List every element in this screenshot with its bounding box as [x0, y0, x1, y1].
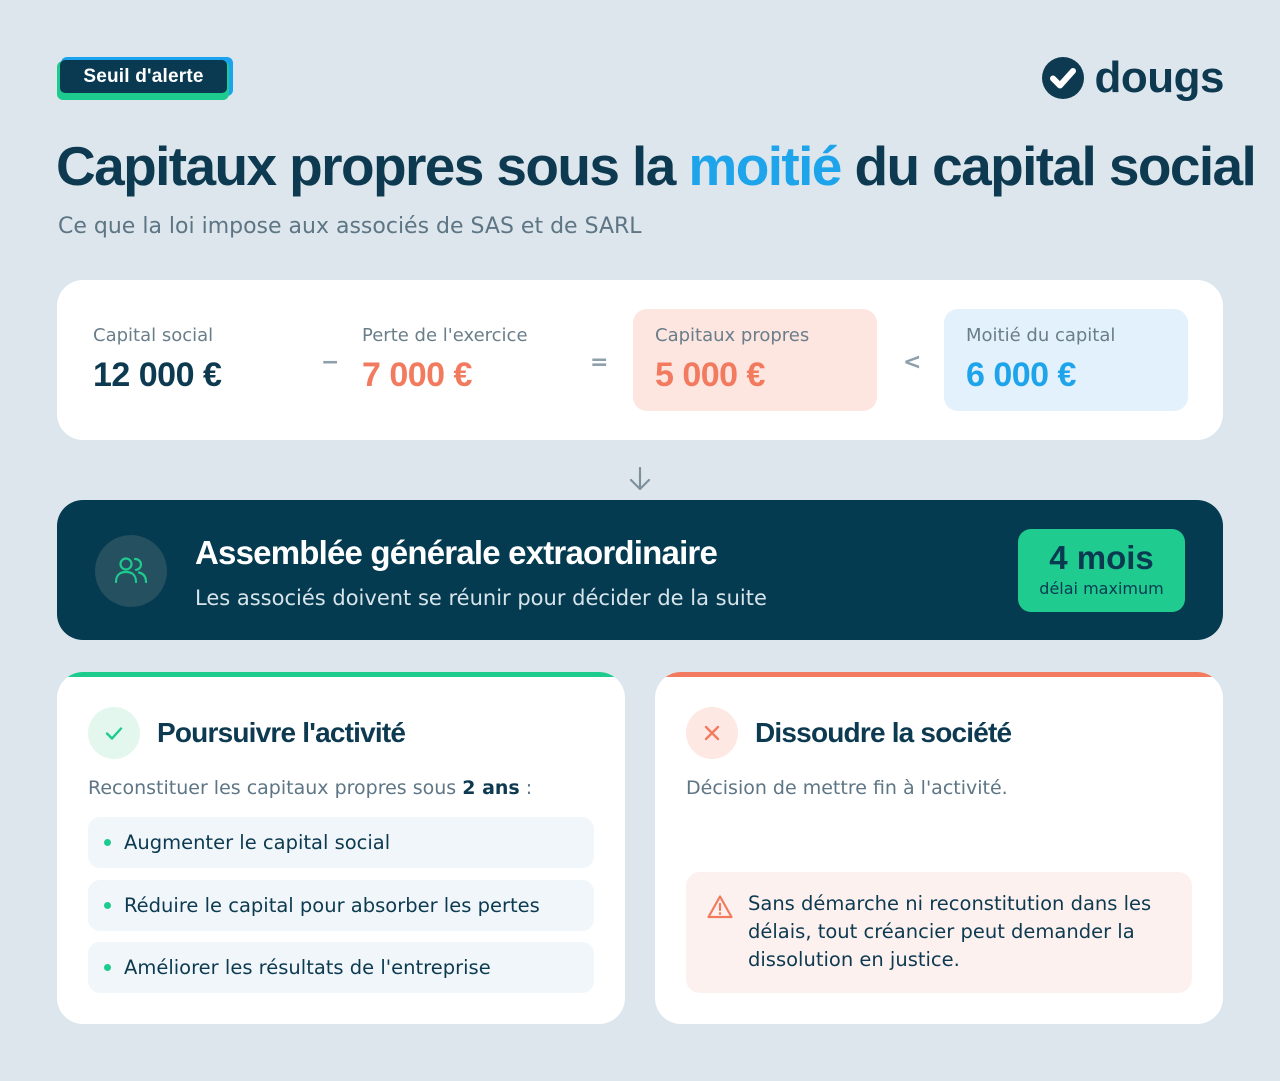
equity-item	[633, 309, 877, 411]
continue-description: Reconstituer les capitaux propres sous 2 ans :	[88, 777, 533, 799]
logo-text: dougs	[1094, 53, 1224, 102]
users-icon	[95, 535, 167, 607]
half-capital-value: 6 000 €	[966, 356, 1076, 394]
equity-value: 5 000 €	[655, 356, 765, 394]
age-banner	[57, 500, 1223, 640]
minus-operator: −	[321, 350, 340, 375]
check-circle-icon	[1041, 56, 1085, 100]
continue-accent-bar	[57, 672, 625, 677]
list-item: Améliorer les résultats de l'entreprise	[88, 942, 594, 993]
age-title: Assemblée générale extraordinaire	[195, 534, 718, 571]
title-after: du capital social	[840, 135, 1256, 197]
alert-badge	[57, 57, 233, 100]
loss-item	[340, 309, 580, 411]
equity-label: Capitaux propres	[655, 325, 810, 346]
loss-value: 7 000 €	[362, 356, 472, 394]
capital-social-label: Capital social	[93, 325, 214, 346]
less-than-operator: <	[903, 350, 922, 375]
half-capital-label: Moitié du capital	[966, 325, 1116, 346]
continue-option-card	[57, 672, 625, 1024]
title-before: Capitaux propres sous la	[56, 135, 689, 197]
dissolve-accent-bar	[655, 672, 1223, 677]
dissolve-description: Décision de mettre fin à l'activité.	[686, 777, 1008, 799]
warning-box	[686, 872, 1192, 993]
title-highlight: moitié	[688, 135, 841, 197]
check-icon	[88, 707, 140, 759]
half-capital-item	[944, 309, 1188, 411]
deadline-label: délai maximum	[1039, 579, 1164, 598]
close-icon	[686, 707, 738, 759]
list-item: Réduire le capital pour absorber les pertes	[88, 880, 594, 931]
deadline-value: 4 mois	[1049, 539, 1154, 576]
age-subtitle: Les associés doivent se réunir pour décider de la suite	[195, 586, 767, 610]
dougs-logo	[1041, 53, 1224, 102]
continue-title: Poursuivre l'activité	[157, 717, 406, 748]
deadline-badge	[1018, 529, 1185, 612]
list-item: Augmenter le capital social	[88, 817, 594, 868]
loss-label: Perte de l'exercice	[362, 325, 528, 346]
arrow-down-icon	[626, 465, 654, 493]
capital-social-value: 12 000 €	[93, 356, 222, 394]
equation-card	[57, 280, 1223, 440]
dissolve-option-card	[655, 672, 1223, 1024]
page-subtitle: Ce que la loi impose aux associés de SAS et de SARL	[58, 214, 642, 239]
alert-badge-label: Seuil d'alerte	[60, 60, 227, 93]
capital-social-item	[71, 309, 311, 411]
page-title	[56, 134, 1255, 198]
dissolve-title: Dissoudre la société	[755, 717, 1012, 748]
equals-operator: =	[590, 350, 609, 375]
warning-text: Sans démarche ni reconstitution dans les délais, tout créancier peut demander la dissolution en justice.	[748, 892, 1152, 971]
warning-icon	[706, 893, 734, 921]
